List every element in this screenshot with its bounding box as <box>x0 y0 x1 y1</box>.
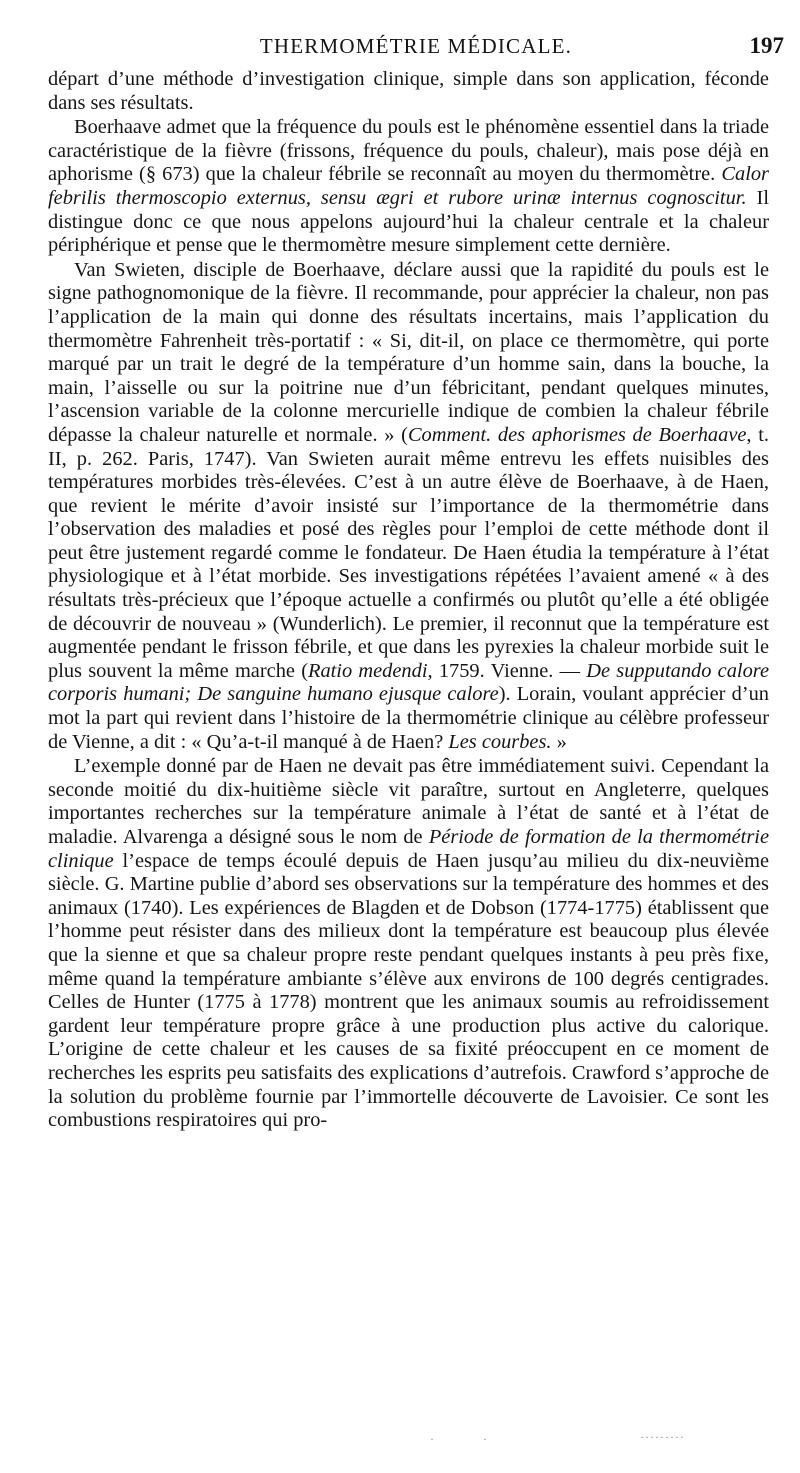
paragraph <box>48 259 769 754</box>
text-run: ). Lorain, voulant apprécier d’un mot la part qui revient dans l’histoire de la thermométrie clinique au célèbre professeur de Vienne, a dit : « Qu’a-t-il manqué à de Haen? <box>48 683 769 753</box>
paragraph <box>48 68 769 115</box>
paragraph <box>48 755 769 1133</box>
running-title: THERMOMÉTRIE MÉDICALE. <box>259 34 573 58</box>
text-run: départ d’une méthode d’investigation clinique, simple dans son application, féconde dans ses résultats. <box>48 68 769 114</box>
paragraph <box>48 116 769 258</box>
text-run: 1759. Vienne. — <box>432 659 587 682</box>
body-text <box>48 68 769 1133</box>
print-speck: · <box>483 1432 487 1446</box>
italic-run: Comment. des aphorismes de Boerhaave <box>407 423 747 446</box>
print-speck: · <box>430 1432 434 1446</box>
text-run: » <box>551 730 567 753</box>
print-rule: ········· <box>640 1430 685 1444</box>
text-run: Van Swieten, disciple de Boerhaave, déclare aussi que la rapidité du pouls est le signe pathognomonique de la fièvre. Il recommande, pour apprécier la chaleur, non pas l’application de la main qui donne des résultats incertains, mais l’application du thermomètre Fahrenheit très-portatif : « Si, dit-il, on place ce thermomètre, qui porte marqué par un trait le degré de la température d’un homme sain, dans la bouche, la main, l’aisselle ou sur la poitrine nue d’un fébricitant, pendant quelques minutes, l’ascension variable de la colonne mercurielle indique de combien la chaleur fébrile dépasse la chaleur naturelle et normale. » ( <box>48 258 769 446</box>
page-number: 197 <box>749 33 784 58</box>
text-run: , t. II, p. 262. Paris, 1747). Van Swieten aurait même entrevu les effets nuisibles des températures morbides très-élevées. C’est à un autre élève de Boerhaave, à de Haen, que revient le mérite d’avoir insisté sur l’importance de la thermométrie dans l’observation des maladies et posé des règles pour l’emploi de cette méthode dont il peut être justement regardé comme le fondateur. De Haen étudia la température à l’état physiologique et à l’état morbide. Ses investigations répétées l’avaient amené « à des résultats très-précieux que l’époque actuelle a confirmés ou plutôt qu’elle a été obligée de découvrir de nouveau » (Wunderlich). Le premier, il reconnut que la température est augmentée pendant le frisson fébrile, et que dans les pyrexies la chaleur morbide suit le plus souvent la même marche ( <box>48 423 769 682</box>
text-run: Boerhaave admet que la fréquence du pouls est le phénomène essentiel dans la triade caractéristique de la fièvre (frissons, fréquence du pouls, chaleur), mais pose déjà en aphorisme (§ 673) que la chaleur fébrile se reconnaît au moyen du thermomètre. <box>48 116 769 186</box>
italic-run: De supputando calore corporis humani; De sanguine humano ejusque calore <box>48 659 769 706</box>
running-header <box>48 30 784 64</box>
italic-run: Calor febrilis thermoscopio externus, sensu ægri et rubore urinæ internus cognoscitur. <box>48 163 769 209</box>
italic-run: Période de formation de la thermométrie clinique <box>48 826 769 872</box>
text-run: l’espace de temps écoulé depuis de Haen jusqu’au milieu du dix-neuvième siècle. G. Martine publie d’abord ses observations sur la température des hommes et des animaux (1740). Les expériences de Blagden et de Dobson (1774-1775) établissent que l’homme peut résister dans des milieux dont la température est beaucoup plus élevée que la sienne et que sa chaleur propre reste pendant quelques instants à peu près fixe, même quand la température ambiante s’élève aux environs de 100 degrés centigrades. Celles de Hunter (1775 à 1778) montrent que les animaux soumis au refroidissement gardent leur température propre grâce à une production plus active du calorique. L’origine de cette chaleur et les causes de sa fixité préoccupent en ce moment de recherches les esprits peu satisfaits des explications d’autrefois. Crawford s’approche de la solution du problème fournie par l’immortelle découverte de Lavoisier. Ce sont les combustions respiratoires qui pro- <box>48 849 769 1132</box>
italic-run: Ratio medendi, <box>307 659 433 682</box>
text-run: Il distingue donc ce que nous appelons aujourd’hui la chaleur centrale et la chaleur périphérique et pense que le thermomètre mesure simplement cette dernière. <box>48 186 769 257</box>
text-run: L’exemple donné par de Haen ne devait pas être immédiatement suivi. Cependant la seconde moitié du dix-huitième siècle vit paraître, surtout en Angleterre, quelques importantes recherches sur la température animale à l’état de santé et à l’état de maladie. Alvarenga a désigné sous le nom de <box>48 755 769 848</box>
page-bottom-marks <box>0 1430 800 1450</box>
italic-run: Les courbes. <box>448 730 552 753</box>
